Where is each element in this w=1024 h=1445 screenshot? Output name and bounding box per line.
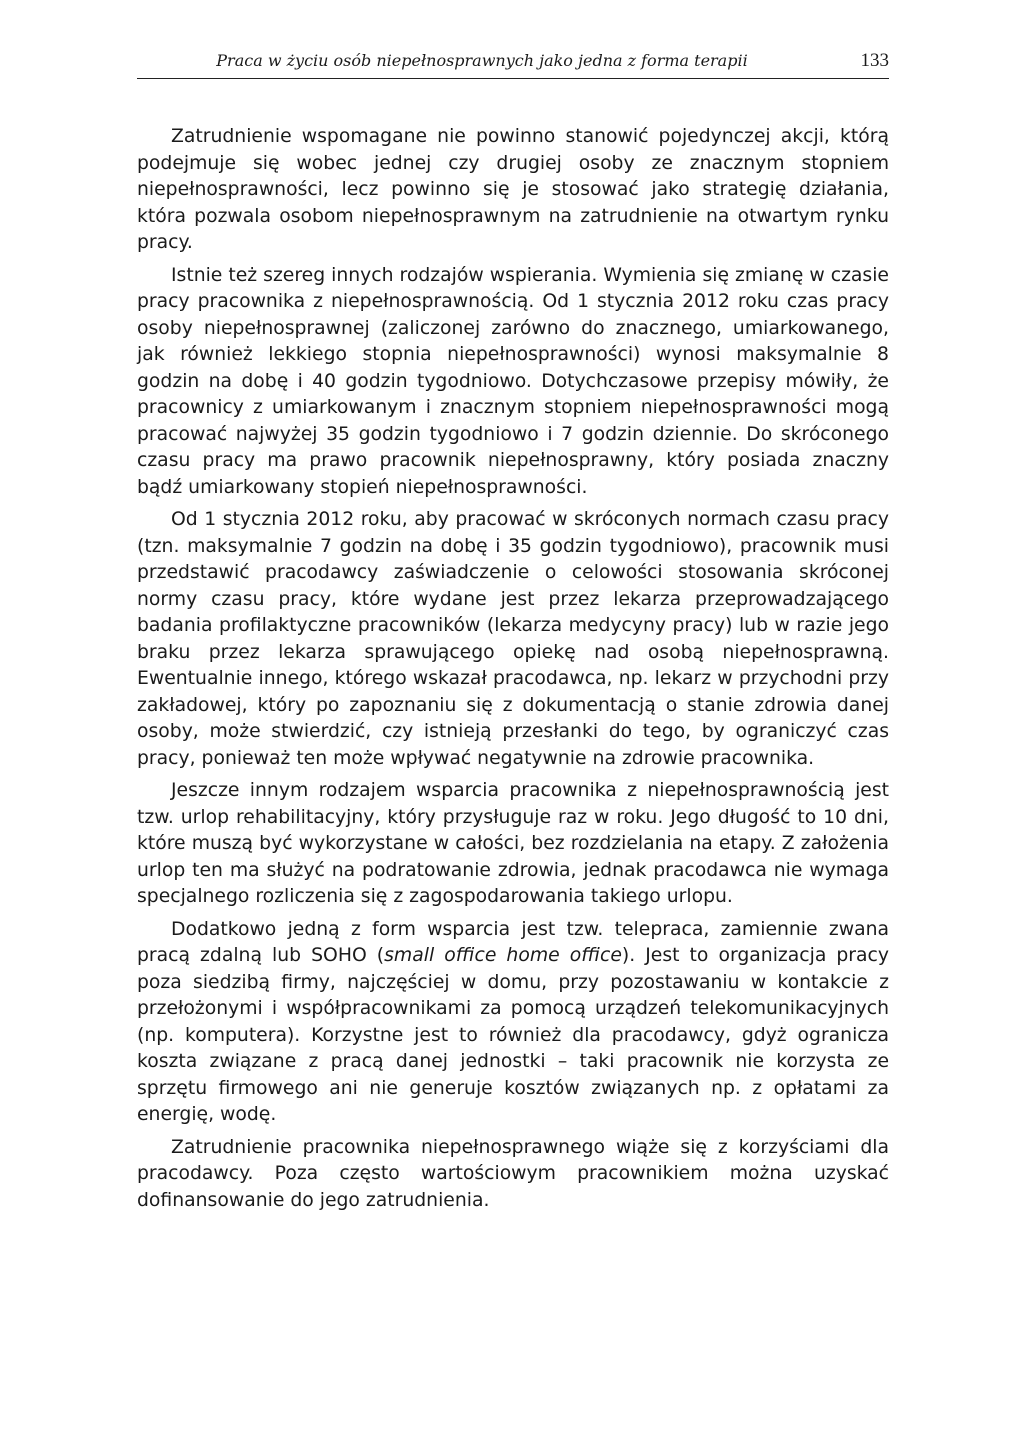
page-header xyxy=(137,50,889,80)
paragraph-5-end: ). Jest to organizacja pracy poza siedzibą firmy, najczęściej w domu, przy pozostawaniu w kontakcie z przełożonymi i współpracownikami za pomocą urządzeń telekomunikacyjnych (np. komputera). Korzystne jest to również dla pracodawcy, gdyż ogranicza koszta związane z pracą danej jednostki – taki pracownik nie korzysta ze sprzętu firmowego ani nie generuje kosztów związanych np. z opłatami za energię, wodę. xyxy=(137,945,889,1125)
body-text xyxy=(137,124,889,1220)
paragraph-2: Istnie też szereg innych rodzajów wspierania. Wymienia się zmianę w czasie pracy pracownika z niepełnosprawnością. Od 1 stycznia 2012 roku czas pracy osoby niepełnosprawnej (zaliczonej zarówno do znacznego, umiarkowanego, jak również lekkiego stopnia niepełnosprawności) wynosi maksymalnie 8 godzin na dobę i 40 godzin tygodniowo. Dotychczasowe przepisy mówiły, że pracownicy z umiarkowanym i znacznym stopniem niepełnosprawności mogą pracować najwyżej 35 godzin tygodniowo i 7 godzin dziennie. Do skróconego czasu pracy ma prawo pracownik niepełnosprawny, który posiada znaczny bądź umiarkowany stopień niepełnosprawności. xyxy=(137,264,889,498)
paragraph-1: Zatrudnienie wspomagane nie powinno stanowić pojedynczej akcji, którą podejmuje się wobec jednej czy drugiej osoby ze znacznym stopniem niepełnosprawności, lecz powinno się je stosować jako strategię działania, która pozwala osobom niepełnosprawnym na zatrudnienie na otwartym rynku pracy. xyxy=(137,126,889,253)
soho-term: small office home office xyxy=(384,945,622,966)
paragraph-3: Od 1 stycznia 2012 roku, aby pracować w skróconych normach czasu pracy (tzn. maksymalnie 7 godzin na dobę i 35 godzin tygodniowo), pracownik musi przedstawić pracodawcy zaświadczenie o celowości stosowania skróconej normy czasu pracy, które wydane jest przez lekarza przeprowadzającego badania profilaktyczne pracowników (lekarza medycyny pracy) lub w razie jego braku przez lekarza sprawującego opiekę nad osobą niepełnosprawną. Ewentualnie innego, którego wskazał pracodawca, np. lekarz w przychodni przy zakładowej, który po zapoznaniu się z dokumentacją o stanie zdrowia danej osoby, może stwierdzić, czy istnieją przesłanki do tego, by ograniczyć czas pracy, ponieważ ten może wpływać negatywnie na zdrowie pracownika. xyxy=(137,509,889,769)
paragraph-5 xyxy=(137,917,889,1129)
paragraph-6: Zatrudnienie pracownika niepełnosprawnego wiąże się z korzyściami dla pracodawcy. Poza często wartościowym pracownikiem można uzyskać dofinansowanie do jego zatrudnienia. xyxy=(137,1136,889,1211)
running-title: Praca w życiu osób niepełnosprawnych jako jedna z forma terapii xyxy=(216,51,748,70)
paragraph-4: Jeszcze innym rodzajem wsparcia pracownika z niepełnosprawnością jest tzw. urlop rehabilitacyjny, który przysługuje raz w roku. Jego długość to 10 dni, które muszą być wykorzystane w całości, bez rozdzielania na etapy. Z założenia urlop ten ma służyć na podratowanie zdrowia, jednak pracodawca nie wymaga specjalnego rozliczenia się z zagospodarowania takiego urlopu. xyxy=(137,780,889,907)
paragraph-5-start: Dodatkowo jedną z form wsparcia jest tzw. telepraca, zamiennie zwana pracą zdalną lub SOHO ( xyxy=(137,918,889,966)
header-rule xyxy=(137,78,889,79)
page-number: 133 xyxy=(860,50,889,71)
